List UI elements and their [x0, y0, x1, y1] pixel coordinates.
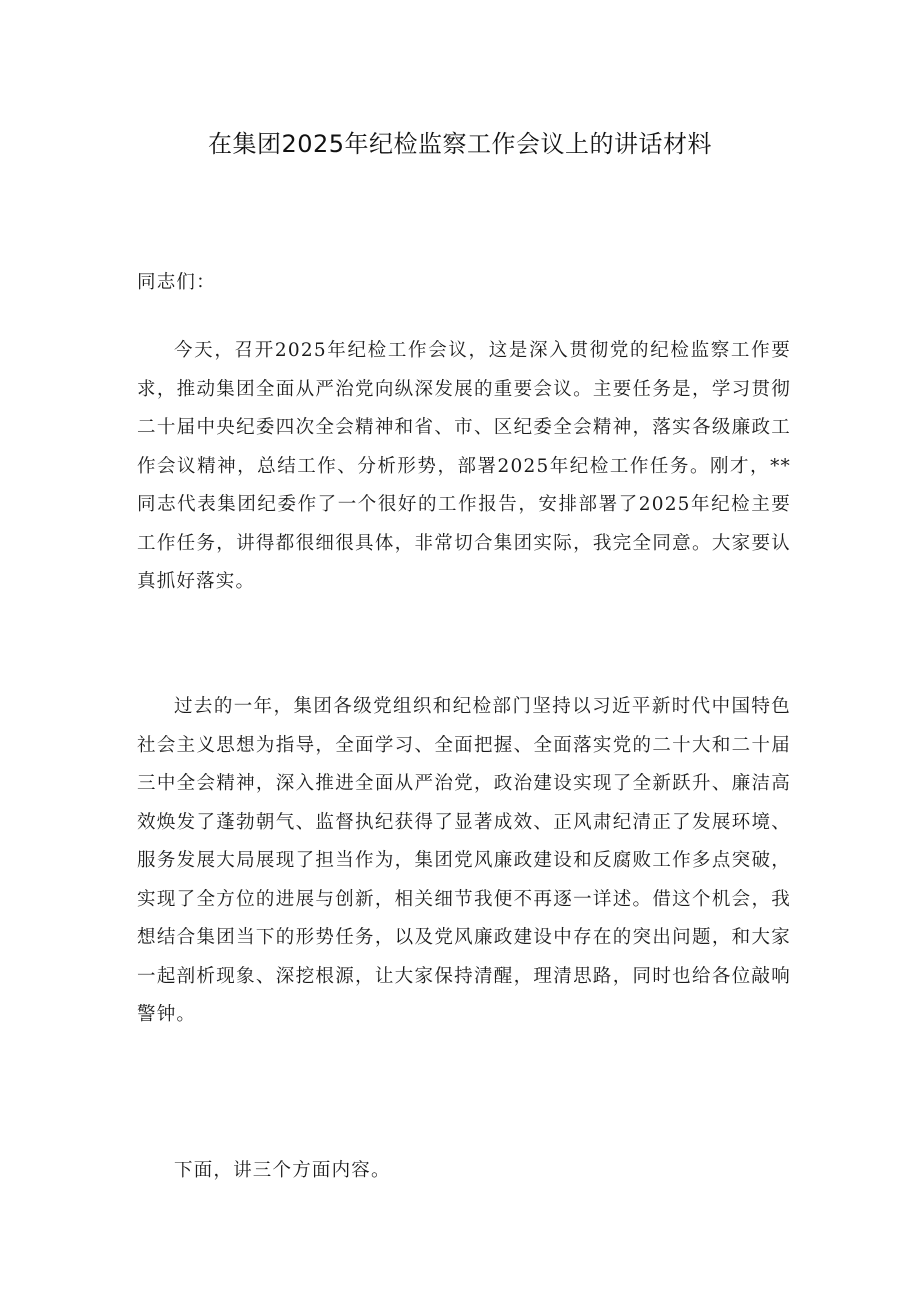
document-title: 在集团2025年纪检监察工作会议上的讲话材料 [207, 130, 713, 158]
paragraph-outline: 下面，讲三个方面内容。 [174, 1160, 391, 1181]
paragraph-review: 过去的一年，集团各级党组织和纪检部门坚持以习近平新时代中国特色社会主义思想为指导，全面学习、全面把握、全面落实党的二十大和二十届三中全会精神，深入推进全面从严治党，政治建设实现了全新跃升、廉洁高效焕发了蓬勃朝气、监督执纪获得了显著成效、正风肃纪清正了发展环境、服务发展大局展现了担当作为，集团党风廉政建设和反腐败工作多点突破，实现了全方位的进展与创新，相关细节我便不再逐一详述。借这个机会，我想结合集团当下的形势任务，以及党风廉政建设中存在的突出问题，和大家一起剖析现象、深挖根源，让大家保持清醒，理清思路，同时也给各位敲响警钟。 [137, 696, 791, 1025]
salutation: 同志们： [137, 272, 216, 293]
paragraph-opening: 今天，召开2025年纪检工作会议，这是深入贯彻党的纪检监察工作要求，推动集团全面从严治党向纵深发展的重要会议。主要任务是，学习贯彻二十届中央纪委四次全会精神和省、市、区纪委全会精神，落实各级廉政工作会议精神，总结工作、分析形势，部署2025年纪检工作任务。刚才，**同志代表集团纪委作了一个很好的工作报告，安排部署了2025年纪检主要工作任务，讲得都很细很具体，非常切合集团实际，我完全同意。大家要认真抓好落实。 [137, 340, 791, 592]
